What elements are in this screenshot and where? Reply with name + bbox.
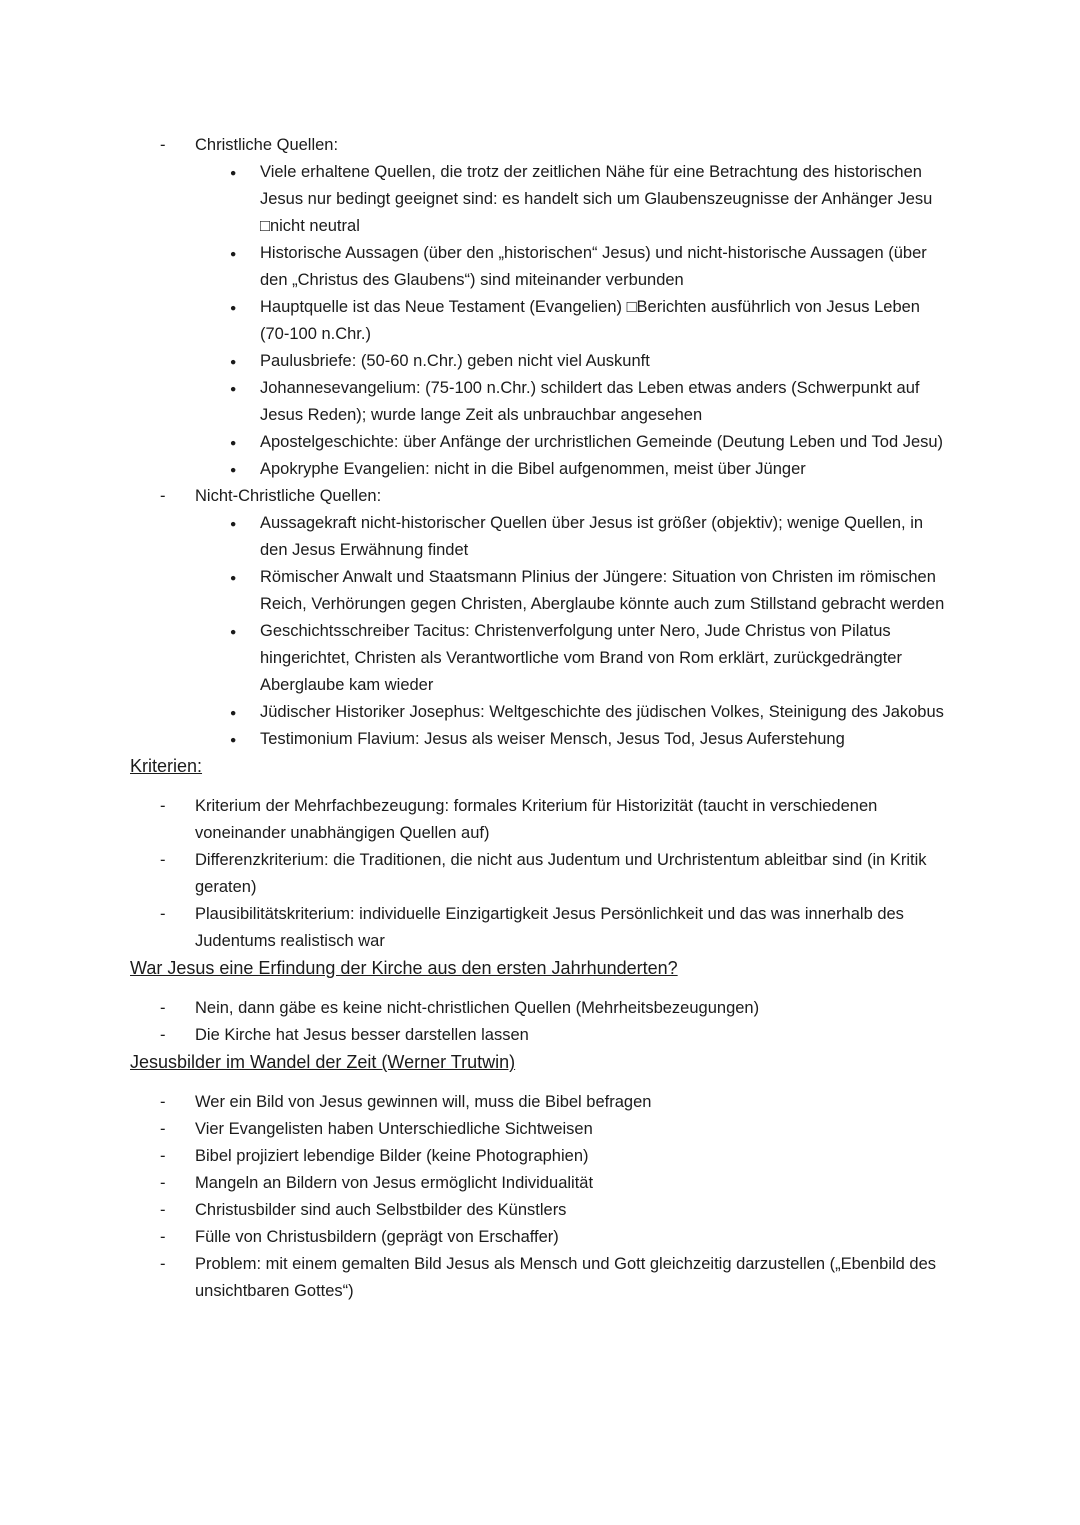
bullet-item: [130, 240, 945, 294]
list-item: [130, 1251, 945, 1305]
bullet-item: [130, 159, 945, 240]
list-item: [130, 1022, 945, 1049]
list-item: [130, 793, 945, 847]
list-item: [130, 1197, 945, 1224]
jesusbilder-section: [130, 1049, 945, 1305]
bullet-item-text: Römischer Anwalt und Staatsmann Plinius der Jüngere: Situation von Christen im römischen Reich, Verhörungen gegen Christen, Aberglaube könnte auch zum Stillstand gebracht werden: [260, 568, 945, 613]
list-item-label: Nicht-Christliche Quellen:: [195, 487, 382, 505]
section-heading-erfindung: War Jesus eine Erfindung der Kirche aus den ersten Jahrhunderten?: [130, 958, 678, 978]
bullet-item: [130, 456, 945, 483]
list-item: [130, 132, 945, 159]
bullet-item: [130, 294, 945, 348]
list-item-text: Plausibilitätskriterium: individuelle Einzigartigkeit Jesus Persönlichkeit und das was innerhalb des Judentums realistisch war: [195, 905, 904, 950]
bullet-item: [130, 564, 945, 618]
list-item: [130, 1143, 945, 1170]
bullet-item-text: Viele erhaltene Quellen, die trotz der zeitlichen Nähe für eine Betrachtung des historischen Jesus nur bedingt geeignet sind: es handelt sich um Glaubenszeugnisse der Anhänger Jesu □nicht neutral: [260, 163, 933, 235]
list-item-text: Mangeln an Bildern von Jesus ermöglicht Individualität: [195, 1174, 594, 1192]
list-item: [130, 1224, 945, 1251]
bullet-item-text: Apostelgeschichte: über Anfänge der urchristlichen Gemeinde (Deutung Leben und Tod Jesu): [260, 433, 944, 451]
section-heading-kriterien: Kriterien:: [130, 756, 203, 776]
bullet-item-text: Historische Aussagen (über den „historischen“ Jesus) und nicht-historische Aussagen (über den „Christus des Glaubens“) sind miteinander verbunden: [260, 244, 927, 289]
bullet-item: [130, 348, 945, 375]
list-item: [130, 847, 945, 901]
list-item: [130, 1170, 945, 1197]
erfindung-section: [130, 955, 945, 1049]
list-item: [130, 901, 945, 955]
list-item-text: Bibel projiziert lebendige Bilder (keine Photographien): [195, 1147, 589, 1165]
bullet-item-text: Paulusbriefe: (50-60 n.Chr.) geben nicht viel Auskunft: [260, 352, 650, 370]
sources-section: [130, 132, 945, 753]
bullet-item: [130, 510, 945, 564]
bullet-item-text: Testimonium Flavium: Jesus als weiser Mensch, Jesus Tod, Jesus Auferstehung: [260, 730, 845, 748]
list-item-text: Vier Evangelisten haben Unterschiedliche Sichtweisen: [195, 1120, 593, 1138]
list-item-text: Kriterium der Mehrfachbezeugung: formales Kriterium für Historizität (taucht in verschiedenen voneinander unabhängigen Quellen auf): [195, 797, 878, 842]
bullet-item-text: Geschichtsschreiber Tacitus: Christenverfolgung unter Nero, Jude Christus von Pilatus hingerichtet, Christen als Verantwortliche vom Brand von Rom erklärt, zurückgedrängter Aberglaube kam wieder: [260, 622, 902, 694]
bullet-item-text: Jüdischer Historiker Josephus: Weltgeschichte des jüdischen Volkes, Steinigung des Jakobus: [260, 703, 944, 721]
list-item-label: Christliche Quellen:: [195, 136, 339, 154]
bullet-item-text: Hauptquelle ist das Neue Testament (Evangelien) □Berichten ausführlich von Jesus Leben (70-100 n.Chr.): [260, 298, 920, 343]
list-item-text: Differenzkriterium: die Traditionen, die nicht aus Judentum und Urchristentum ableitbar sind (in Kritik geraten): [195, 851, 927, 896]
list-item: [130, 1116, 945, 1143]
list-item-text: Die Kirche hat Jesus besser darstellen lassen: [195, 1026, 529, 1044]
bullet-item: [130, 375, 945, 429]
bullet-item: [130, 726, 945, 753]
list-item: [130, 1089, 945, 1116]
bullet-item-text: Aussagekraft nicht-historischer Quellen über Jesus ist größer (objektiv); wenige Quellen, in den Jesus Erwähnung findet: [260, 514, 924, 559]
list-item-text: Nein, dann gäbe es keine nicht-christlichen Quellen (Mehrheitsbezeugungen): [195, 999, 760, 1017]
list-item: [130, 483, 945, 510]
list-item-text: Fülle von Christusbildern (geprägt von Erschaffer): [195, 1228, 559, 1246]
bullet-item-text: Johannesevangelium: (75-100 n.Chr.) schildert das Leben etwas anders (Schwerpunkt auf Jesus Reden); wurde lange Zeit als unbrauchbar angesehen: [260, 379, 920, 424]
list-item-text: Problem: mit einem gemalten Bild Jesus als Mensch und Gott gleichzeitig darzustellen („Ebenbild des unsichtbaren Gottes“): [195, 1255, 937, 1300]
list-item-text: Christusbilder sind auch Selbstbilder des Künstlers: [195, 1201, 567, 1219]
bullet-item: [130, 699, 945, 726]
bullet-item: [130, 618, 945, 699]
section-heading-jesusbilder: Jesusbilder im Wandel der Zeit (Werner Trutwin): [130, 1052, 516, 1072]
list-item: [130, 995, 945, 1022]
bullet-item: [130, 429, 945, 456]
list-item-text: Wer ein Bild von Jesus gewinnen will, muss die Bibel befragen: [195, 1093, 652, 1111]
kriterien-section: [130, 753, 945, 955]
bullet-item-text: Apokryphe Evangelien: nicht in die Bibel aufgenommen, meist über Jünger: [260, 460, 806, 478]
